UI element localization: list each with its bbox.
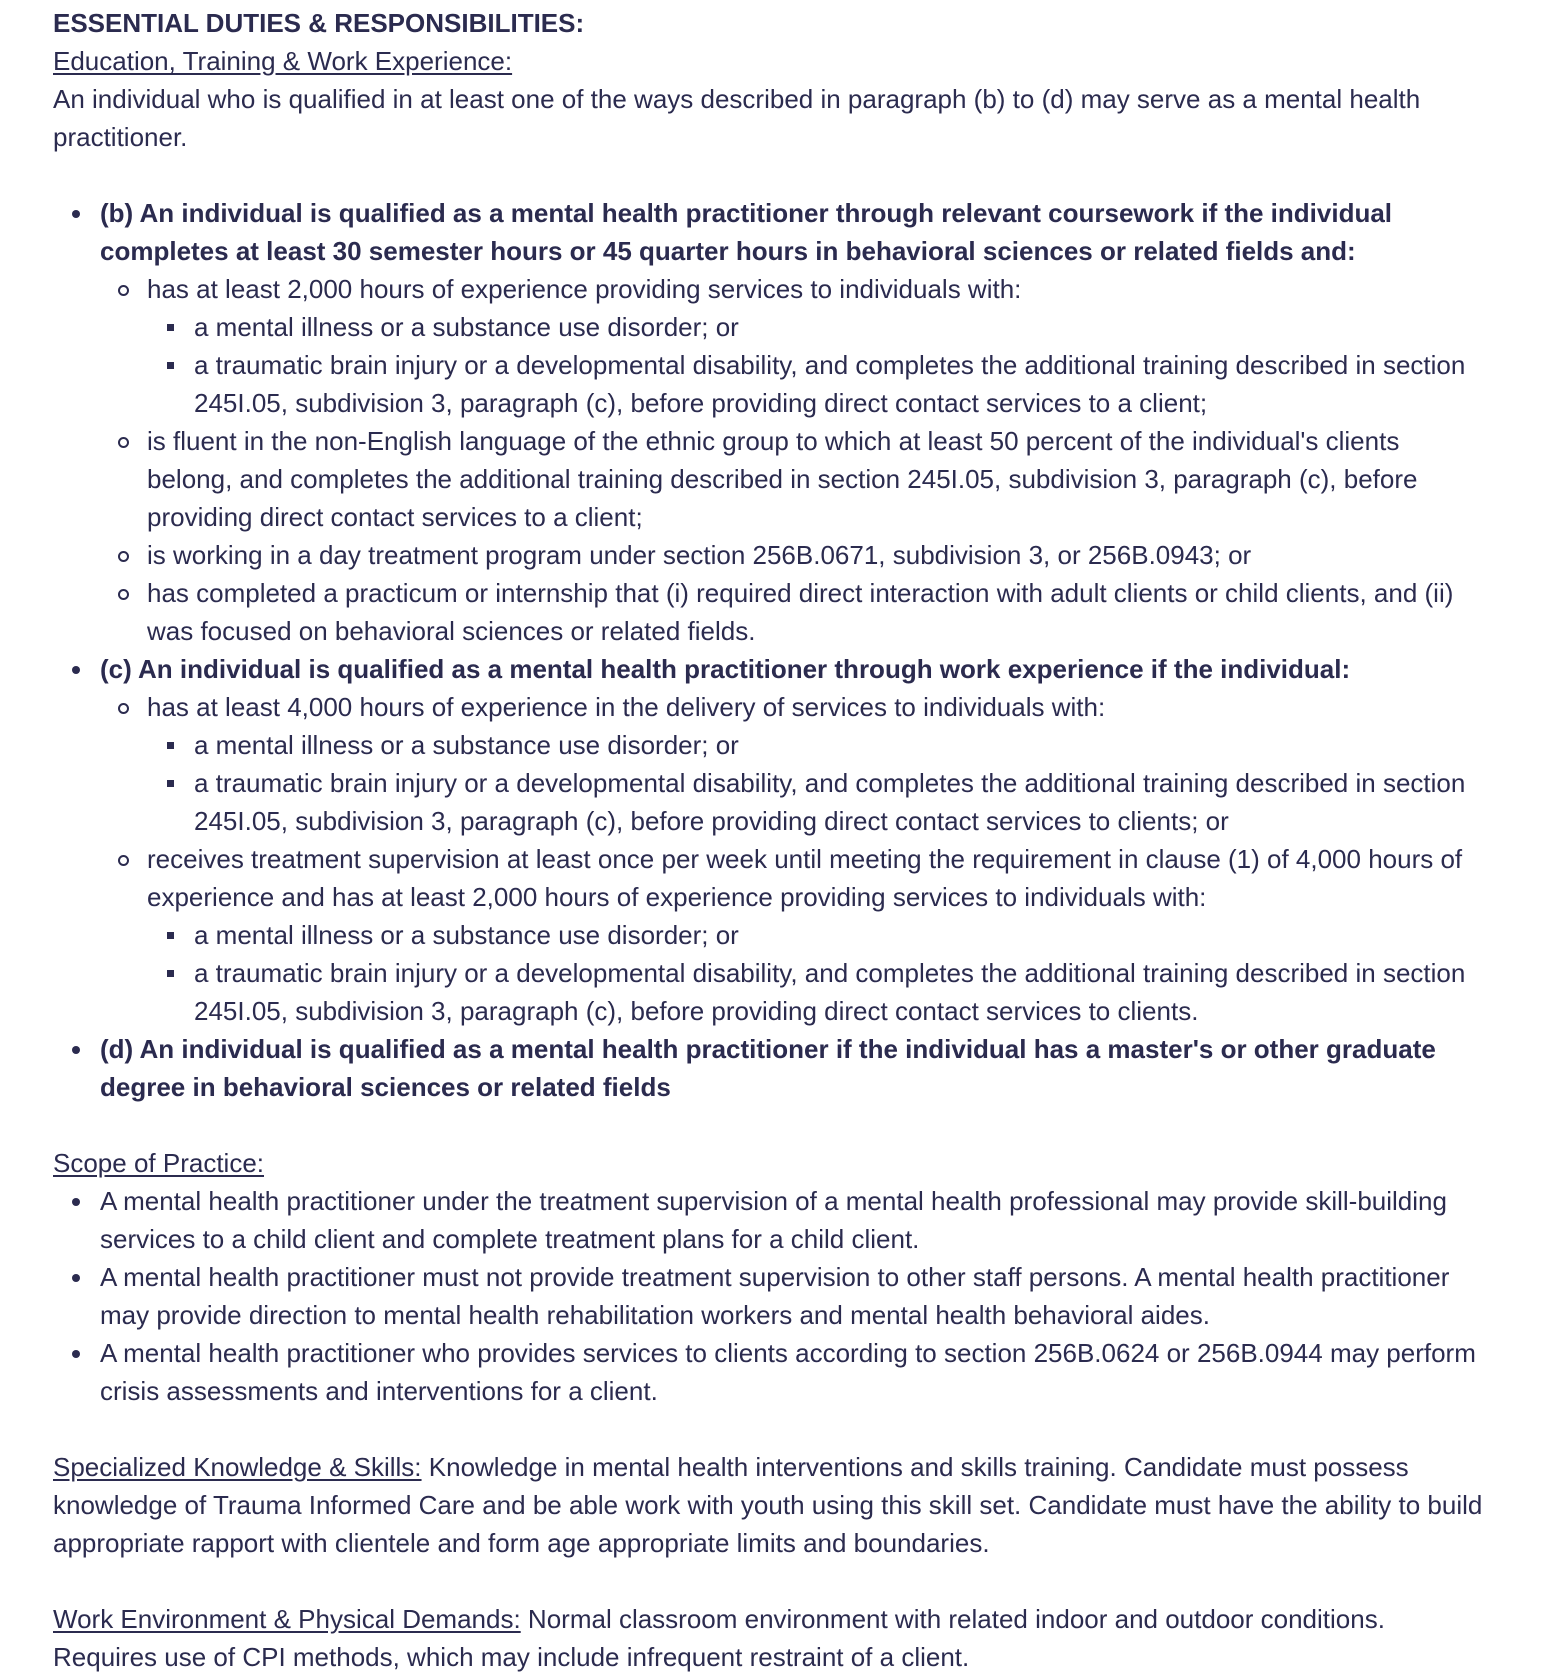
environment-section [53, 1600, 1483, 1676]
environment-text: Normal classroom environment with related indoor and outdoor conditions. Requires use of CPI methods, which may include infrequent restraint of a client. [53, 1604, 1385, 1672]
sub-list [147, 916, 1483, 1030]
list-item: A mental health practitioner must not provide treatment supervision to other staff persons. A mental health practitioner may provide direction to mental health rehabilitation workers and mental health behavioral aides. [53, 1258, 1483, 1334]
list-item-text: receives treatment supervision at least once per week until meeting the requirement in clause (1) of 4,000 hours of experience and has at least 2,000 hours of experience providing services to individuals with: [147, 844, 1463, 912]
sub-list-item: a mental illness or a substance use disorder; or [147, 916, 1483, 954]
qualification-d [53, 1030, 1483, 1106]
list-item [100, 270, 1483, 422]
list-item: has completed a practicum or internship that (i) required direct interaction with adult clients or child clients, and (ii) was focused on behavioral sciences or related fields. [100, 574, 1483, 650]
sub-list-item: a mental illness or a substance use disorder; or [147, 308, 1483, 346]
page-heading: ESSENTIAL DUTIES & RESPONSIBILITIES: [53, 8, 585, 38]
qualification-list [53, 194, 1483, 1106]
list-item-text: has at least 2,000 hours of experience providing services to individuals with: [147, 274, 1022, 304]
education-intro: An individual who is qualified in at least one of the ways described in paragraph (b) to (d) may serve as a mental health practitioner. [53, 84, 1421, 152]
qualification-b [53, 194, 1483, 650]
spacer [53, 1410, 1483, 1448]
scope-list [53, 1182, 1483, 1410]
environment-title: Work Environment & Physical Demands: [53, 1604, 521, 1634]
spacer [53, 1562, 1483, 1600]
sub-list [147, 726, 1483, 840]
qualification-c-items [100, 688, 1483, 1030]
skills-text: Knowledge in mental health interventions and skills training. Candidate must possess knowledge of Trauma Informed Care and be able work with youth using this skill set. Candidate must have the ability to build appropriate rapport with clientele and form age appropriate limits and boundaries. [53, 1452, 1483, 1558]
education-section [53, 42, 1483, 80]
spacer [53, 1106, 1483, 1144]
list-item: is working in a day treatment program under section 256B.0671, subdivision 3, or 256B.0943; or [100, 536, 1483, 574]
qualification-c-text: (c) An individual is qualified as a mental health practitioner through work experience if the individual: [100, 654, 1351, 684]
qualification-b-items [100, 270, 1483, 650]
sub-list-item: a traumatic brain injury or a developmental disability, and completes the additional training described in section 245I.05, subdivision 3, paragraph (c), before providing direct contact services to clients. [147, 954, 1483, 1030]
list-item-text: has at least 4,000 hours of experience in the delivery of services to individuals with: [147, 692, 1106, 722]
sub-list [147, 308, 1483, 422]
spacer [53, 156, 1483, 194]
list-item: A mental health practitioner who provides services to clients according to section 256B.0624 or 256B.0944 may perform crisis assessments and interventions for a client. [53, 1334, 1483, 1410]
sub-list-item: a mental illness or a substance use disorder; or [147, 726, 1483, 764]
list-item: A mental health practitioner under the treatment supervision of a mental health professional may provide skill-building services to a child client and complete treatment plans for a child client. [53, 1182, 1483, 1258]
skills-section [53, 1448, 1483, 1562]
list-item [100, 840, 1483, 1030]
qualification-d-text: (d) An individual is qualified as a mental health practitioner if the individual has a master's or other graduate degree in behavioral sciences or related fields [100, 1034, 1436, 1102]
list-item: is fluent in the non-English language of the ethnic group to which at least 50 percent of the individual's clients belong, and completes the additional training described in section 245I.05, subdivision 3, paragraph (c), before providing direct contact services to a client; [100, 422, 1483, 536]
scope-title: Scope of Practice: [53, 1148, 264, 1178]
sub-list-item: a traumatic brain injury or a developmental disability, and completes the additional training described in section 245I.05, subdivision 3, paragraph (c), before providing direct contact services to a client; [147, 346, 1483, 422]
list-item [100, 688, 1483, 840]
scope-section [53, 1144, 1483, 1182]
education-title: Education, Training & Work Experience: [53, 46, 513, 76]
qualification-b-text: (b) An individual is qualified as a mental health practitioner through relevant coursework if the individual completes at least 30 semester hours or 45 quarter hours in behavioral sciences or related fields and: [100, 198, 1393, 266]
qualification-c [53, 650, 1483, 1030]
sub-list-item: a traumatic brain injury or a developmental disability, and completes the additional training described in section 245I.05, subdivision 3, paragraph (c), before providing direct contact services to clients; or [147, 764, 1483, 840]
skills-title: Specialized Knowledge & Skills: [53, 1452, 422, 1482]
